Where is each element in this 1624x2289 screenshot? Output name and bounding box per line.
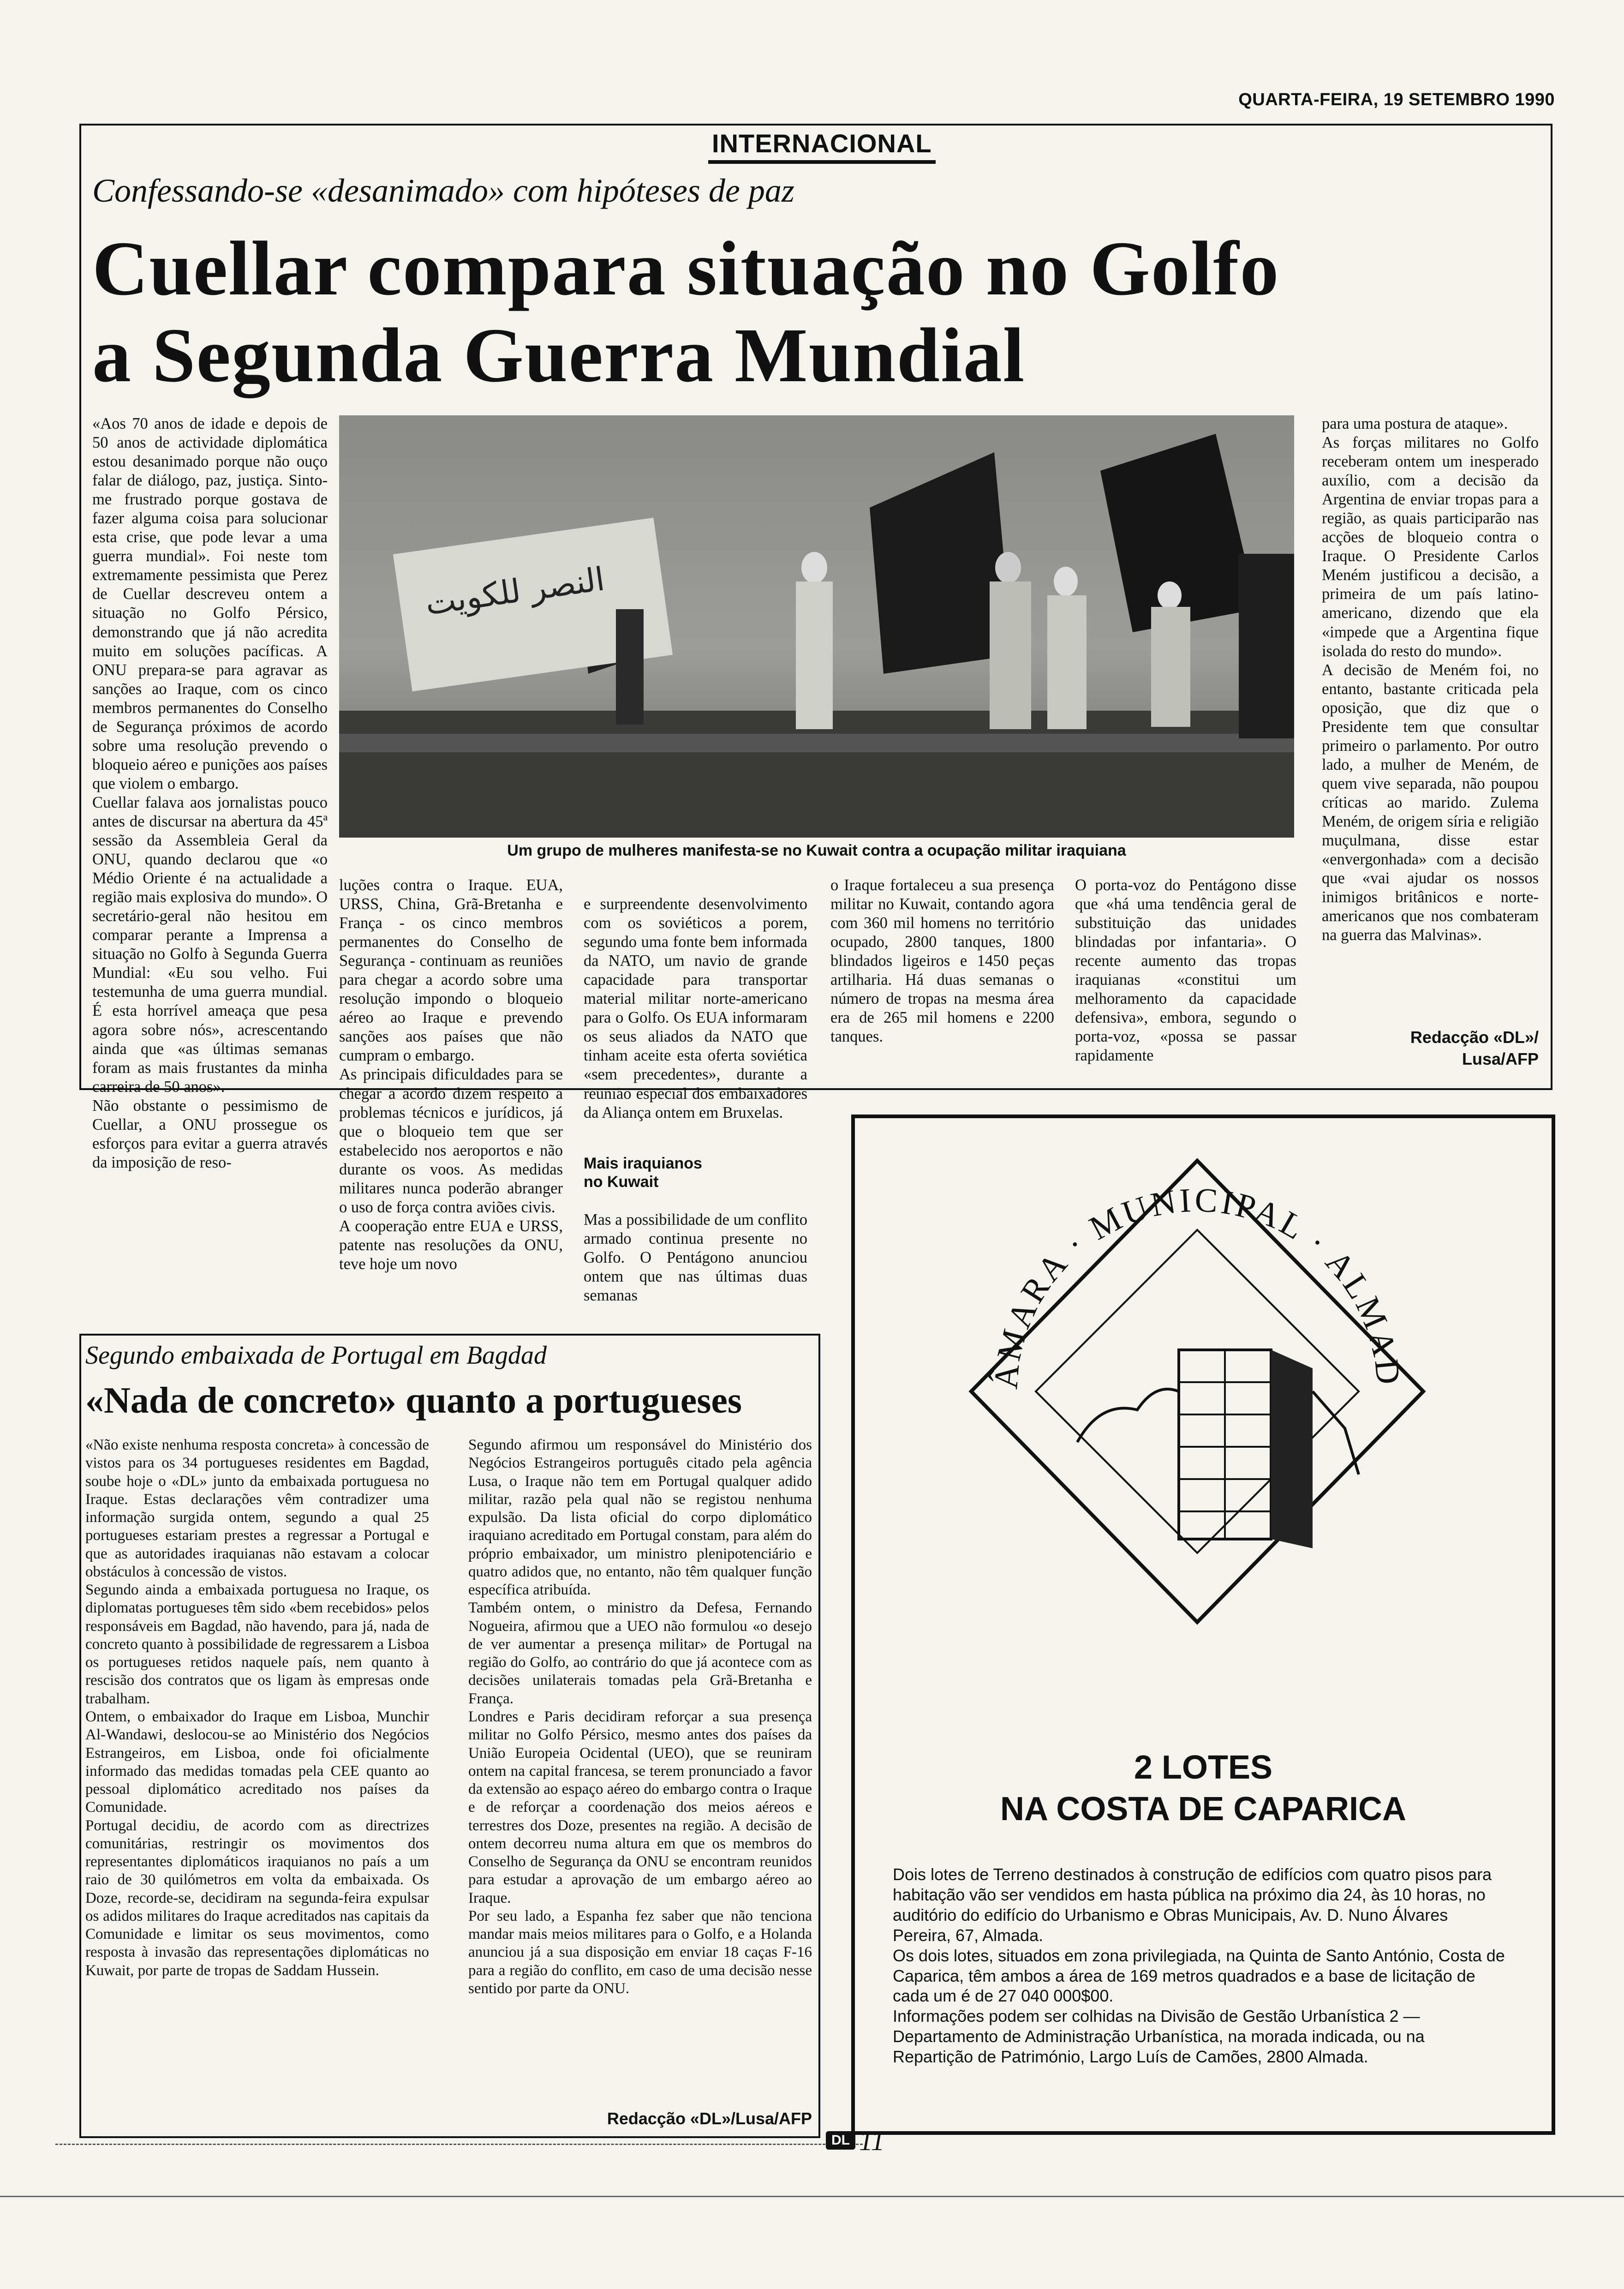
edition-date: QUARTA-FEIRA, 19 SETEMBRO 1990 bbox=[1238, 90, 1555, 109]
section-label: INTERNACIONAL bbox=[708, 128, 936, 164]
second-column-2: Segundo afirmou um responsável do Ministério dos Negócios Estrangeiros português citado pela agência Lusa, o Iraque não tem em Portugal qualquer adido militar, razão pela qual não se registou nenhuma expulsão. Da lista oficial do corpo diplomático iraquiano acreditado em Portugal constam, para além do próprio embaixador, um ministro plenipotenciário e quatro adidos que, no entanto, não têm qualquer função específica atribuída. Também ontem, o ministro da Defesa, Fernando Nogueira, afirmou que a UEO não formulou «o desejo de ver aumentar a presença militar» de Portugal na região do Golfo, ao contrário do que já acontece com as decisões unilaterais tomadas pela Grã-Bretanha e França. Londres e Paris decidiram reforçar a sua presença militar no Golfo Pérsico, mesmo antes dos países da União Europeia Ocidental (UEO), que se reuniram ontem na capital francesa, se terem pronunciado a favor da extensão ao espaço aéreo do embargo contra o Iraque e de reforçar a coordenação dos meios aéreos e terrestres dos Doze, presentes na região. A decisão de ontem decorreu numa altura em que os membros do Conselho de Segurança da ONU se encontram reunidos para estudar a aprovação de um embargo aéreo ao Iraque. Por seu lado, a Espanha fez saber que não tenciona mandar mais meios militares para o Golfo, e a Holanda anunciou já a sua disposição em enviar 18 caças F-16 para a região do conflito, em caso de uma decisão nesse sentido por parte da ONU. bbox=[468, 1437, 812, 1997]
second-headline: «Nada de concreto» quanto a portugueses bbox=[85, 1380, 742, 1421]
main-kicker: Confessando-se «desanimado» com hipóteses de paz bbox=[92, 172, 794, 209]
main-subhead: Mais iraquianos no Kuwait bbox=[584, 1154, 702, 1191]
second-signature: Redacção «DL»/Lusa/AFP bbox=[607, 2109, 812, 2128]
ad-body: Dois lotes de Terreno destinados à construção de edifícios com quatro pisos para habitação vão ser vendidos em hasta pública na próximo dia 24, às 10 horas, no auditório do edifício do Urbanismo e Obras Municipais, Av. D. Nuno Álvares Pereira, 67, Almada. Os dois lotes, situados em zona privilegiada, na Quinta de Santo António, Costa de Caparica, têm ambos a área de 169 metros quadrados e a base de licitação de cada um é de 27 040 000$00. Informações podem ser colhidas na Divisão de Gestão Urbanística 2 — Departamento de Administração Urbanística, na morada indicada, ou na Repartição de Património, Largo Luís de Camões, 2800 Almada. bbox=[893, 1865, 1505, 2067]
main-column-1: «Aos 70 anos de idade e depois de 50 anos de actividade diplomática estou desanimado porque não ouço falar de diálogo, paz, justiça. Sinto-me frustrado porque gostava de fazer alguma coisa para solucionar esta crise, que pode levar a uma guerra mundial». Foi neste tom extremamente pessimista que Perez de Cuellar descreveu ontem a situação no Golfo Pérsico, demonstrando que já não acredita muito em soluções pacíficas. A ONU prepara-se para agravar as sanções ao Iraque, com os cinco membros permanentes do Conselho de Segurança próximos de acordo sobre uma resolução prevendo o bloqueio aéreo e punições aos países que violem o embargo. Cuellar falava aos jornalistas pouco antes de discursar na abertura da 45ª sessão da Assembleia Geral da ONU, quando declarou que «o Médio Oriente é na actualidade a região mais explosiva do mundo». O secretário-geral não hesitou em comparar perante a Imprensa a situação no Golfo à Segunda Guerra Mundial: «Eu sou velho. Fui testemunha de uma guerra mundial. É esta horrível ameaça que pesa agora sobre nós», acrescentando ainda que «as últimas semanas foram as mais frustantes da minha carreira de 50 anos». Não obstante o pessimismo de Cuellar, a ONU prossegue os esforços para evitar a guerra através da imposição de reso- bbox=[92, 415, 328, 1171]
main-headline: Cuellar compara situação no Golfo a Segunda Guerra Mundial bbox=[92, 226, 1280, 399]
main-column-5: O porta-voz do Pentágono disse que «há uma tendência geral de substituição das unidades blindadas por infantaria». O recente aumento das tropas iraquianas «constitui um melhoramento da capacidade defensiva», embora, segundo o porta-voz, «possa se passar rapidamente bbox=[1075, 876, 1296, 1065]
second-kicker: Segundo embaixada de Portugal em Bagdad bbox=[85, 1341, 547, 1370]
second-column-1: «Não existe nenhuma resposta concreta» à concessão de vistos para os 34 portugueses residentes em Bagdad, soube hoje o «DL» junto da embaixada portuguesa no Iraque. Estas declarações vêm contradizer uma informação surgida ontem, segundo a qual 25 portugueses estariam prestes a regressar a Portugal e que as autoridades iraquianas não estavam a colocar obstáculos à concessão de vistos. Segundo ainda a embaixada portuguesa no Iraque, os diplomatas portugueses têm sido «bem recebidos» pelos responsáveis em Bagdad, não havendo, para já, nada de concreto quanto à possibilidade de regressarem a Lisboa os portugueses retidos naquele país, nem quanto à rescisão dos contratos que os ligam às empresas onde trabalham. Ontem, o embaixador do Iraque em Lisboa, Munchir Al-Wandawi, deslocou-se ao Ministério dos Negócios Estrangeiros, em Lisboa, onde foi oficialmente informado das medidas tomadas pela CEE quanto ao pessoal diplomático acreditado nos países da Comunidade. Portugal decidiu, de acordo com as directrizes comunitárias, restringir os movimentos dos representantes diplomáticos iraquianos no país a um raio de 30 quilómetros em volta da embaixada. Os Doze, recorde-se, decidiram na segunda-feira expulsar os adidos militares do Iraque acreditados nas capitais da Comunidade e limitar os seus movimentos, como resposta à invasão das representações diplomáticas no Kuwait, por parte de tropas de Saddam Hussein. bbox=[85, 1437, 429, 1979]
main-column-3 bbox=[584, 876, 807, 1324]
almada-seal bbox=[962, 1151, 1433, 1661]
protest-photo bbox=[339, 415, 1294, 838]
footer-divider bbox=[55, 2144, 863, 2145]
almada-seal-graphic bbox=[962, 1151, 1433, 1659]
photo-caption: Um grupo de mulheres manifesta-se no Kuwait contra a ocupação militar iraquiana bbox=[507, 842, 1126, 859]
page-number: 11 bbox=[859, 2126, 885, 2156]
banner-text: النصر للكويت bbox=[423, 560, 607, 623]
dl-logo: DL bbox=[826, 2131, 855, 2150]
main-signature: Redacção «DL»/ Lusa/AFP bbox=[1410, 1028, 1539, 1068]
main-column-6: para uma postura de ataque». As forças militares no Golfo receberam ontem um inesperado auxílio, com a decisão da Argentina de enviar tropas para a região, as quais participarão nas acções de bloqueio contra o Iraque. O Presidente Carlos Meném justificou a decisão, a primeira de um país latino-americano, dizendo que ela «impede que a Argentina fique isolada do resto do mundo». A decisão de Meném foi, no entanto, bastante criticada pela oposição, que diz que o Presidente tem que consultar primeiro o parlamento. Por outro lado, a mulher de Meném, de quem vive separada, não poupou críticas ao marido. Zulema Meném, de origem síria e religião muçulmana, disse estar «envergonhada» com a decisão que «vai ajudar os nossos inimigos britânicos e norte-americanos que nos combateram na guerra das Malvinas». bbox=[1322, 415, 1539, 944]
page-bottom-rule bbox=[0, 2196, 1624, 2197]
ad-title: 2 LOTES NA COSTA DE CAPARICA bbox=[1000, 1749, 1406, 1828]
seal-text: ÂMARA · MUNICIPAL · ALMAD bbox=[987, 1181, 1408, 1390]
svg-text:CÂMARA · MUNICIPAL · ALMADA bbox=[962, 1151, 1408, 1390]
main-column-4: o Iraque fortaleceu a sua presença militar no Kuwait, contando agora com 360 mil homens no território ocupado, 2800 tanques, 1800 blindados ligeiros e 1450 peças artilharia. Há duas semanas o número de tropas na mesma área era de 265 mil homens e 2200 tanques. bbox=[830, 876, 1054, 1046]
main-column-3-text: e surpreendente desenvolvimento com os soviéticos a porem, segundo uma fonte bem informada da NATO, um navio de grande capacidade para transportar material militar norte-americano para o Golfo. Os EUA informaram os seus aliados da NATO que tinham aceite esta oferta soviética «sem precedentes», durante a reunião especial dos embaixadores da Aliança ontem em Bruxelas. bbox=[584, 895, 807, 1121]
main-column-3-continued: Mas a possibilidade de um conflito armado continua presente no Golfo. O Pentágono anunciou ontem que nas últimas duas semanas bbox=[584, 1211, 807, 1305]
main-column-2: luções contra o Iraque. EUA, URSS, China, Grã-Bretanha e França - os cinco membros permanentes do Conselho de Segurança - continuam as reuniões para chegar a acordo sobre uma resolução impondo o bloqueio aéreo ao Iraque e prevendo sanções aos países que não cumpram o embargo. As principais dificuldades para se chegar a acordo dizem respeito a problemas técnicos e jurídicos, já que o bloqueio tem que ser estabelecido nos aeroportos e não durante os voos. As medidas militares nunca poderão abranger o uso de força contra aviões civis. A cooperação entre EUA e URSS, patente nas resoluções da ONU, teve hoje um novo bbox=[339, 876, 563, 1273]
protest-photo-graphic bbox=[339, 415, 1294, 838]
